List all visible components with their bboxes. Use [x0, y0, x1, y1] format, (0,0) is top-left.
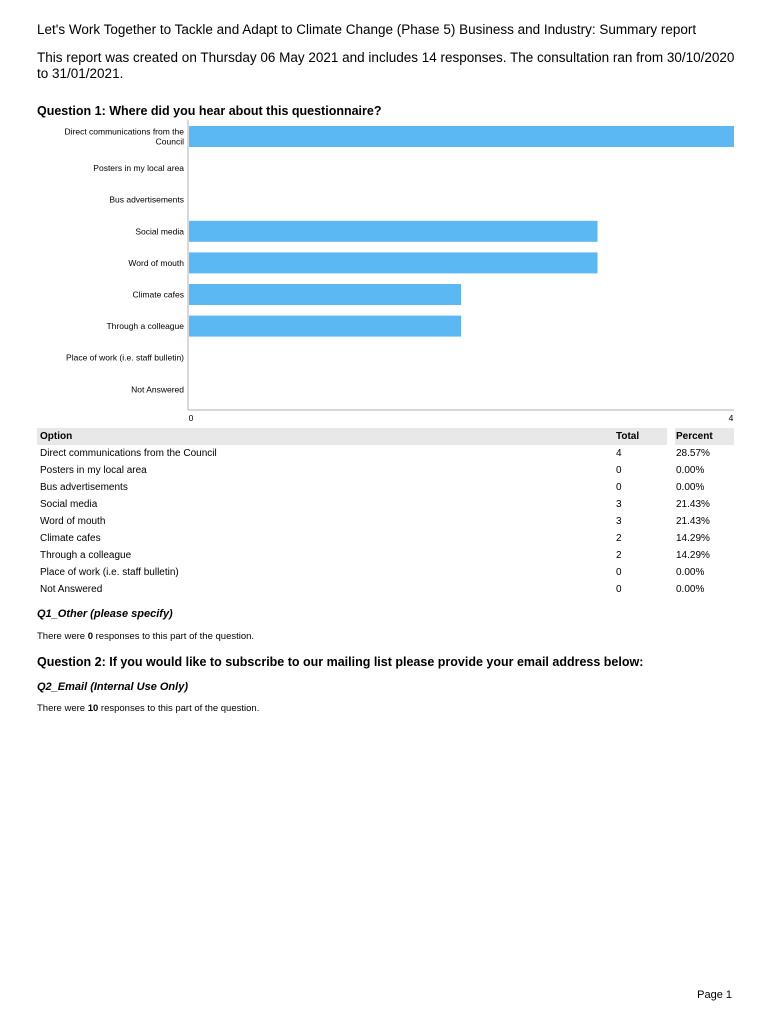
- category-label-1: Posters in my local area: [93, 163, 184, 174]
- question-1-results-table: [37, 428, 734, 598]
- total-cell: 0: [616, 465, 622, 476]
- report-intro: This report was created on Thursday 06 May 2021 and includes 14 responses. The consultation ran from 30/10/2020 to 31/01/2021.: [37, 50, 735, 81]
- bar-6: [189, 316, 461, 337]
- category-label-4: Word of mouth: [128, 257, 184, 268]
- q2-email-count: 10: [87, 703, 99, 714]
- q2-email-note: There were 10 responses to this part of the question.: [37, 703, 260, 714]
- table-header: [37, 428, 734, 445]
- q1-other-count: 0: [87, 631, 93, 642]
- category-label-8: Not Answered: [131, 384, 184, 395]
- table-row: [37, 547, 734, 564]
- bar-5: [189, 284, 461, 305]
- option-cell: Place of work (i.e. staff bulletin): [40, 567, 179, 578]
- option-cell: Not Answered: [40, 584, 103, 595]
- table-row: [37, 479, 734, 496]
- total-cell: 2: [616, 550, 622, 561]
- percent-cell: 0.00%: [676, 465, 705, 476]
- category-label-2: Bus advertisements: [109, 194, 184, 205]
- option-cell: Climate cafes: [40, 533, 101, 544]
- category-label-5: Climate cafes: [132, 289, 184, 300]
- category-label-0: Council: [155, 136, 184, 147]
- option-cell: Posters in my local area: [40, 465, 147, 476]
- percent-cell: 14.29%: [676, 550, 710, 561]
- option-cell: Direct communications from the Council: [40, 448, 217, 459]
- column-header-total: Total: [616, 431, 640, 442]
- percent-cell: 0.00%: [676, 482, 705, 493]
- percent-cell: 0.00%: [676, 567, 705, 578]
- column-header-option: Option: [40, 431, 73, 442]
- question-2-heading: Question 2: If you would like to subscribe to our mailing list please provide your email address below:: [37, 655, 644, 669]
- category-label-3: Social media: [135, 226, 184, 237]
- table-row: [37, 530, 734, 547]
- q1-other-note: There were 0 responses to this part of the question.: [37, 631, 255, 642]
- bar-3: [189, 221, 598, 242]
- option-cell: Word of mouth: [40, 516, 106, 527]
- question-1-heading: Question 1: Where did you hear about this questionnaire?: [37, 104, 382, 118]
- bar-0: [189, 126, 734, 147]
- table-row: [37, 445, 734, 462]
- report-title: Let's Work Together to Tackle and Adapt to Climate Change (Phase 5) Business and Industry: Summary report: [37, 22, 697, 37]
- percent-cell: 28.57%: [676, 448, 710, 459]
- percent-cell: 14.29%: [676, 533, 710, 544]
- percent-cell: 21.43%: [676, 499, 710, 510]
- option-cell: Social media: [40, 499, 98, 510]
- total-cell: 3: [616, 516, 622, 527]
- percent-cell: 21.43%: [676, 516, 710, 527]
- option-cell: Through a colleague: [40, 550, 132, 561]
- x-tick-label-min: 0: [188, 413, 194, 423]
- total-cell: 2: [616, 533, 622, 544]
- q1-other-heading: Q1_Other (please specify): [37, 608, 173, 620]
- total-cell: 0: [616, 584, 622, 595]
- total-cell: 4: [616, 448, 622, 459]
- column-header-percent: Percent: [676, 431, 713, 442]
- q2-email-heading: Q2_Email (Internal Use Only): [37, 681, 188, 693]
- table-row: [37, 513, 734, 530]
- option-cell: Bus advertisements: [40, 482, 128, 493]
- category-label-7: Place of work (i.e. staff bulletin): [66, 352, 184, 363]
- total-cell: 0: [616, 567, 622, 578]
- bar-4: [189, 252, 598, 273]
- table-row: [37, 462, 734, 479]
- page-number: Page 1: [697, 989, 732, 1001]
- table-row: [37, 564, 734, 581]
- total-cell: 3: [616, 499, 622, 510]
- question-1-bar-chart: [0, 0, 770, 430]
- total-cell: 0: [616, 482, 622, 493]
- percent-cell: 0.00%: [676, 584, 705, 595]
- table-row: [37, 581, 734, 598]
- x-tick-label-max: 4: [728, 413, 734, 423]
- table-row: [37, 496, 734, 513]
- category-label-6: Through a colleague: [106, 321, 184, 332]
- category-label-0: Direct communications from the: [64, 126, 184, 137]
